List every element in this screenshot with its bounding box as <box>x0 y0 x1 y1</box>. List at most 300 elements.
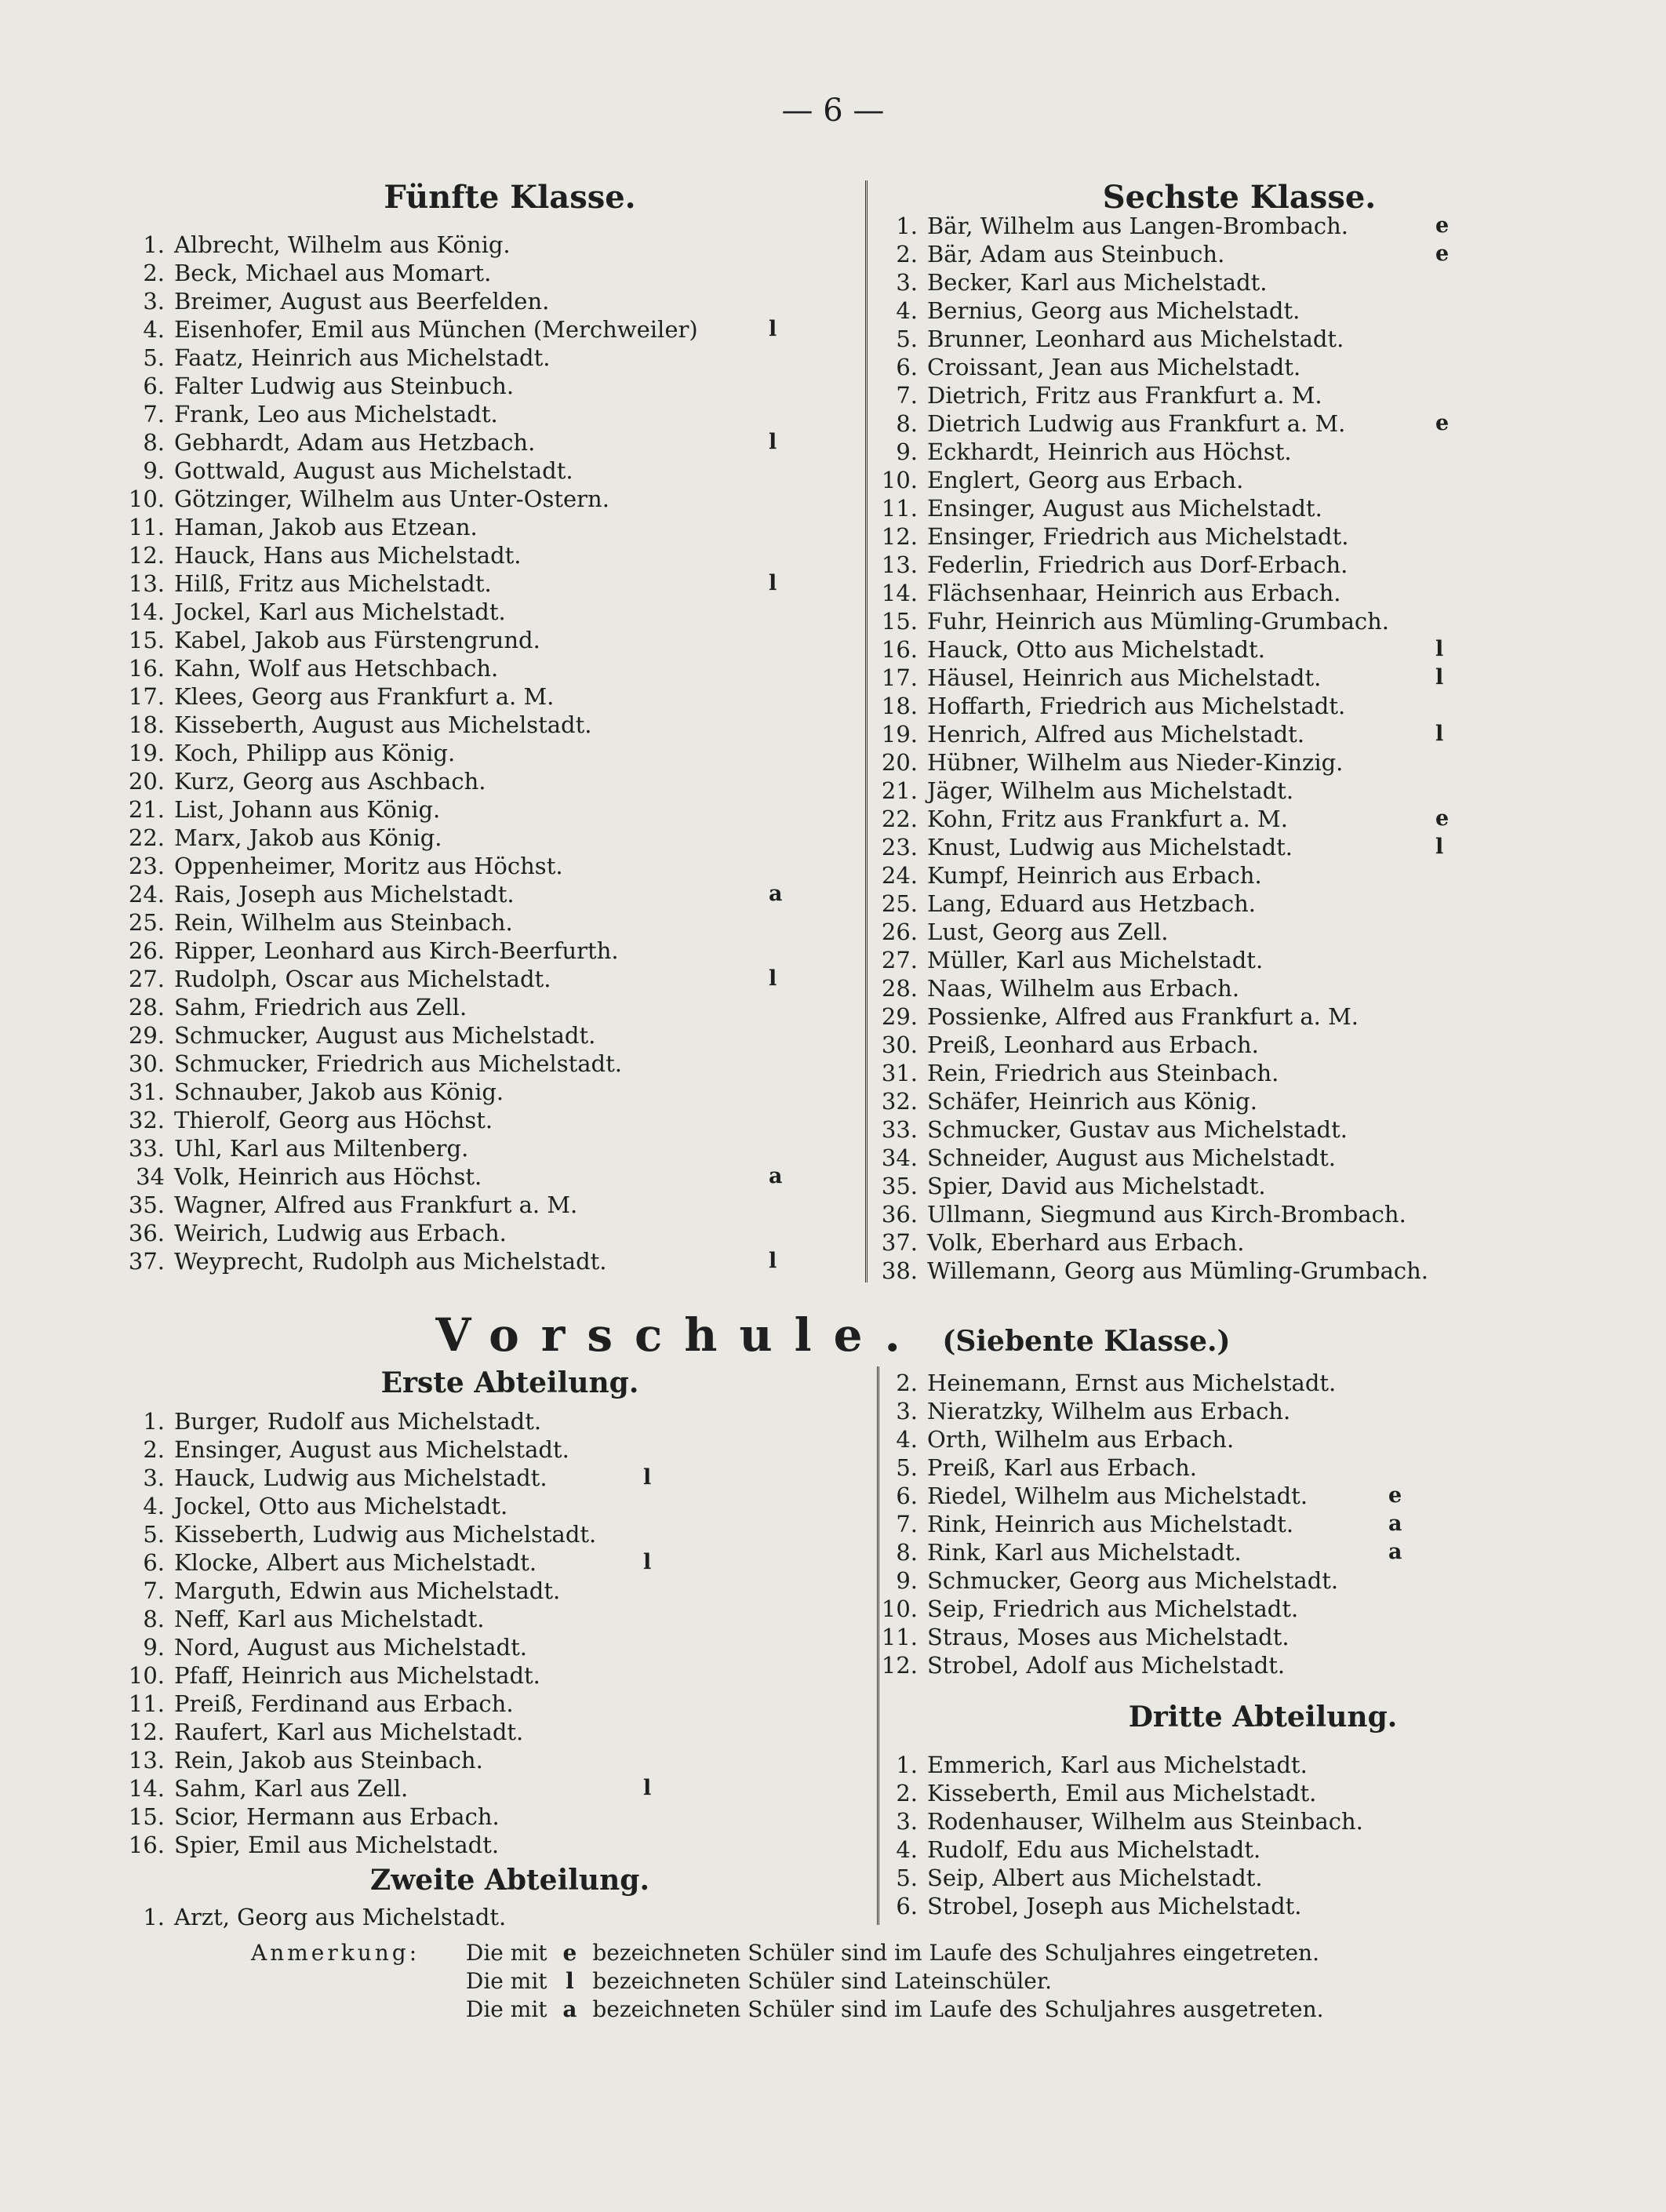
item-text: Kisseberth, Emil aus Michelstadt. <box>927 1780 1317 1806</box>
item-number: 1. <box>896 1752 918 1778</box>
note-pre: Die mit <box>465 1940 547 1966</box>
list-item <box>871 974 1639 1002</box>
status-mark: l <box>769 571 777 595</box>
note-line <box>251 1996 1324 2024</box>
note-key-l: l <box>566 1968 574 1994</box>
item-number: 12. <box>128 1719 165 1745</box>
item-text: Rein, Jakob aus Steinbach. <box>174 1747 483 1774</box>
item-number: 21. <box>881 777 918 804</box>
item-number: 2. <box>896 1780 918 1806</box>
item-text: Rein, Wilhelm aus Steinbach. <box>174 909 513 936</box>
item-text: Dietrich Ludwig aus Frankfurt a. M. <box>927 410 1346 437</box>
item-number: 38. <box>881 1257 918 1284</box>
list-item <box>118 569 863 598</box>
list-item <box>118 1718 863 1746</box>
item-number: 26. <box>881 919 918 945</box>
item-number: 3. <box>896 1808 918 1835</box>
status-mark: l <box>769 317 777 341</box>
item-text: Schmucker, August aus Michelstadt. <box>174 1022 596 1049</box>
list-item <box>871 890 1639 918</box>
list-item <box>871 1623 1639 1651</box>
list-zweite-abteilung-right <box>871 1369 1639 1679</box>
item-number: 9. <box>143 457 165 484</box>
item-number: 4. <box>143 316 165 343</box>
list-item <box>871 240 1639 268</box>
list-item <box>871 1425 1639 1453</box>
list-item <box>118 259 863 287</box>
item-number: 28. <box>881 975 918 1002</box>
list-item <box>871 1538 1639 1566</box>
item-text: Albrecht, Wilhelm aus König. <box>174 231 511 258</box>
list-item <box>118 1746 863 1774</box>
heading-sechste-klasse: Sechste Klasse. <box>1102 179 1377 216</box>
item-number: 3. <box>143 288 165 315</box>
item-number: 11. <box>128 514 165 540</box>
item-number: 3. <box>896 1398 918 1424</box>
item-text: Possienke, Alfred aus Frankfurt a. M. <box>927 1003 1359 1030</box>
column-divider-top <box>865 180 868 1282</box>
item-number: 4. <box>143 1493 165 1519</box>
item-text: Schmucker, Gustav aus Michelstadt. <box>927 1116 1348 1143</box>
list-item <box>871 1807 1639 1835</box>
item-text: Hauck, Otto aus Michelstadt. <box>927 636 1265 663</box>
list-item <box>871 861 1639 890</box>
item-number: 27. <box>881 947 918 973</box>
item-text: Orth, Wilhelm aus Erbach. <box>927 1426 1235 1453</box>
status-mark: e <box>1435 806 1450 831</box>
list-item <box>118 1577 863 1605</box>
item-number: 2. <box>896 1370 918 1396</box>
item-number: 10. <box>128 486 165 512</box>
item-number: 19. <box>128 740 165 766</box>
list-item <box>118 1605 863 1633</box>
item-number: 18. <box>128 711 165 738</box>
item-number: 8. <box>896 1539 918 1566</box>
item-text: Kurz, Georg aus Aschbach. <box>174 768 486 795</box>
item-number: 8. <box>896 410 918 437</box>
item-number: 35. <box>128 1191 165 1218</box>
item-number: 8. <box>143 429 165 456</box>
list-item <box>118 1050 863 1078</box>
status-mark: l <box>1435 835 1444 859</box>
item-text: Marx, Jakob aus König. <box>174 824 442 851</box>
item-text: Hilß, Fritz aus Michelstadt. <box>174 570 492 597</box>
list-item <box>871 438 1639 466</box>
item-text: Knust, Ludwig aus Michelstadt. <box>927 834 1293 860</box>
list-item <box>871 1172 1639 1200</box>
item-number: 10. <box>881 467 918 493</box>
list-item <box>871 1087 1639 1115</box>
item-text: Lust, Georg aus Zell. <box>927 919 1169 945</box>
item-text: Müller, Karl aus Michelstadt. <box>927 947 1264 973</box>
item-text: Hübner, Wilhelm aus Nieder-Kinzig. <box>927 749 1344 776</box>
item-number: 9. <box>896 438 918 465</box>
footnote-anmerkung <box>251 1939 1324 2024</box>
item-number: 31. <box>881 1060 918 1086</box>
item-number: 27. <box>128 966 165 992</box>
item-text: Burger, Rudolf aus Michelstadt. <box>174 1408 542 1435</box>
item-text: Hauck, Ludwig aus Michelstadt. <box>174 1464 547 1491</box>
item-text: Raufert, Karl aus Michelstadt. <box>174 1719 524 1745</box>
item-number: 12. <box>881 523 918 550</box>
item-number: 1. <box>143 231 165 258</box>
list-item <box>871 1510 1639 1538</box>
list-item <box>118 1633 863 1661</box>
item-text: Ensinger, Friedrich aus Michelstadt. <box>927 523 1349 550</box>
heading-dritte-abteilung: Dritte Abteilung. <box>1128 1701 1398 1734</box>
item-text: Bär, Adam aus Steinbuch. <box>927 241 1225 267</box>
list-item <box>118 654 863 682</box>
list-item <box>118 1021 863 1050</box>
item-text: Breimer, August aus Beerfelden. <box>174 288 550 315</box>
list-item <box>871 1595 1639 1623</box>
list-item <box>871 1835 1639 1864</box>
list-item <box>871 1482 1639 1510</box>
list-item <box>118 485 863 513</box>
item-number: 7. <box>143 1577 165 1604</box>
list-item <box>871 579 1639 607</box>
item-number: 37. <box>128 1248 165 1275</box>
list-dritte-abteilung <box>871 1751 1639 1920</box>
list-fuenfte-klasse <box>118 231 863 1275</box>
item-text: Ripper, Leonhard aus Kirch-Beerfurth. <box>174 937 619 964</box>
item-number: 15. <box>128 1803 165 1830</box>
item-number: 15. <box>128 627 165 653</box>
list-item <box>871 297 1639 325</box>
list-item <box>118 993 863 1021</box>
list-item <box>118 1191 863 1219</box>
item-text: Oppenheimer, Moritz aus Höchst. <box>174 853 563 879</box>
item-number: 5. <box>896 1454 918 1481</box>
list-item <box>871 494 1639 522</box>
list-item <box>118 1661 863 1690</box>
list-item <box>118 315 863 344</box>
item-text: Arzt, Georg aus Michelstadt. <box>174 1904 507 1930</box>
item-text: Jäger, Wilhelm aus Michelstadt. <box>927 777 1294 804</box>
item-number: 14. <box>881 580 918 606</box>
item-number: 13. <box>128 570 165 597</box>
item-number: 30. <box>128 1050 165 1077</box>
item-text: Wagner, Alfred aus Frankfurt a. M. <box>174 1191 578 1218</box>
item-text: Schneider, August aus Michelstadt. <box>927 1144 1337 1171</box>
list-item <box>871 551 1639 579</box>
page-number: — 6 — <box>781 93 885 129</box>
item-text: Henrich, Alfred aus Michelstadt. <box>927 721 1305 748</box>
item-number: 1. <box>143 1904 165 1930</box>
item-text: Gebhardt, Adam aus Hetzbach. <box>174 429 536 456</box>
list-item <box>118 1831 863 1859</box>
status-mark: e <box>1388 1483 1402 1508</box>
item-text: Nord, August aus Michelstadt. <box>174 1634 527 1661</box>
item-number: 16. <box>128 1832 165 1858</box>
item-text: Jockel, Karl aus Michelstadt. <box>174 598 506 625</box>
list-item <box>871 946 1639 974</box>
item-text: Dietrich, Fritz aus Frankfurt a. M. <box>927 382 1322 409</box>
status-mark: e <box>1435 411 1450 435</box>
item-text: Kabel, Jakob aus Fürstengrund. <box>174 627 540 653</box>
item-text: List, Johann aus König. <box>174 796 441 823</box>
list-item <box>871 522 1639 551</box>
item-text: Willemann, Georg aus Mümling-Grumbach. <box>927 1257 1429 1284</box>
item-number: 6. <box>896 1893 918 1919</box>
list-item <box>871 918 1639 946</box>
list-item <box>118 1407 863 1435</box>
list-item <box>871 607 1639 635</box>
item-number: 6. <box>896 354 918 380</box>
list-item <box>118 1464 863 1492</box>
list-item <box>871 353 1639 381</box>
item-number: 5. <box>143 1521 165 1548</box>
item-text: Uhl, Karl aus Miltenberg. <box>174 1135 469 1162</box>
heading-zweite-abteilung: Zweite Abteilung. <box>370 1864 649 1897</box>
item-text: Straus, Moses aus Michelstadt. <box>927 1624 1290 1650</box>
item-number: 14. <box>128 1775 165 1802</box>
note-line <box>251 1939 1324 1967</box>
list-item <box>118 1219 863 1247</box>
item-text: Preiß, Ferdinand aus Erbach. <box>174 1690 514 1717</box>
item-number: 28. <box>128 994 165 1021</box>
item-text: Frank, Leo aus Michelstadt. <box>174 401 498 427</box>
list-item <box>871 1397 1639 1425</box>
vorschule-title: Vorschule. <box>435 1308 922 1362</box>
item-text: Heinemann, Ernst aus Michelstadt. <box>927 1370 1337 1396</box>
list-item <box>118 372 863 400</box>
status-mark: l <box>1435 665 1444 689</box>
item-number: 18. <box>881 693 918 719</box>
status-mark: e <box>1435 242 1450 266</box>
vorschule-subtitle: (Siebente Klasse.) <box>942 1325 1231 1358</box>
item-text: Weyprecht, Rudolph aus Michelstadt. <box>174 1248 607 1275</box>
status-mark: l <box>769 966 777 991</box>
item-text: Flächsenhaar, Heinrich aus Erbach. <box>927 580 1341 606</box>
item-number: 5. <box>896 1865 918 1891</box>
list-item <box>118 1492 863 1520</box>
list-item <box>118 344 863 372</box>
item-number: 7. <box>896 382 918 409</box>
list-item <box>871 1228 1639 1257</box>
list-item <box>118 711 863 739</box>
item-number: 20. <box>128 768 165 795</box>
note-pre: Die mit <box>465 1968 547 1994</box>
list-item <box>871 1892 1639 1920</box>
list-item <box>871 1566 1639 1595</box>
item-number: 33. <box>881 1116 918 1143</box>
status-mark: a <box>769 1164 783 1188</box>
item-text: Lang, Eduard aus Hetzbach. <box>927 890 1257 917</box>
item-text: Fuhr, Heinrich aus Mümling-Grumbach. <box>927 608 1389 635</box>
list-item <box>871 777 1639 805</box>
list-item <box>118 1774 863 1803</box>
item-text: Spier, Emil aus Michelstadt. <box>174 1832 500 1858</box>
item-number: 1. <box>143 1408 165 1435</box>
item-number: 4. <box>896 297 918 324</box>
item-text: Englert, Georg aus Erbach. <box>927 467 1244 493</box>
item-text: Schnauber, Jakob aus König. <box>174 1079 504 1105</box>
item-number: 22. <box>128 824 165 851</box>
item-number: 32. <box>881 1088 918 1115</box>
item-text: Thierolf, Georg aus Höchst. <box>174 1107 493 1133</box>
item-number: 6. <box>143 373 165 399</box>
list-item <box>871 1115 1639 1144</box>
item-text: Klees, Georg aus Frankfurt a. M. <box>174 683 555 710</box>
item-text: Schmucker, Georg aus Michelstadt. <box>927 1567 1339 1594</box>
item-number: 36. <box>128 1220 165 1246</box>
list-item <box>118 880 863 908</box>
item-number: 1. <box>896 213 918 239</box>
item-text: Marguth, Edwin aus Michelstadt. <box>174 1577 561 1604</box>
item-text: Kahn, Wolf aus Hetschbach. <box>174 655 499 682</box>
item-number: 17. <box>128 683 165 710</box>
list-item <box>118 1548 863 1577</box>
item-text: Spier, David aus Michelstadt. <box>927 1173 1266 1199</box>
item-number: 14. <box>128 598 165 625</box>
list-item <box>871 1031 1639 1059</box>
item-number: 29. <box>881 1003 918 1030</box>
item-number: 25. <box>881 890 918 917</box>
item-number: 2. <box>896 241 918 267</box>
item-text: Naas, Wilhelm aus Erbach. <box>927 975 1240 1002</box>
item-number: 26. <box>128 937 165 964</box>
status-mark: a <box>1388 1540 1402 1564</box>
list-item <box>871 325 1639 353</box>
list-item <box>118 513 863 541</box>
item-text: Kisseberth, Ludwig aus Michelstadt. <box>174 1521 597 1548</box>
item-text: Volk, Heinrich aus Höchst. <box>174 1163 482 1190</box>
item-text: Sahm, Karl aus Zell. <box>174 1775 409 1802</box>
item-number: 2. <box>143 1436 165 1463</box>
status-mark: l <box>643 1776 652 1800</box>
item-text: Hauck, Hans aus Michelstadt. <box>174 542 522 569</box>
item-text: Federlin, Friedrich aus Dorf-Erbach. <box>927 551 1348 578</box>
item-number: 10. <box>128 1662 165 1689</box>
status-mark: l <box>643 1550 652 1574</box>
item-text: Falter Ludwig aus Steinbuch. <box>174 373 515 399</box>
item-number: 10. <box>881 1595 918 1622</box>
item-text: Schmucker, Friedrich aus Michelstadt. <box>174 1050 622 1077</box>
item-number: 22. <box>881 806 918 832</box>
list-item <box>871 1751 1639 1779</box>
note-pre: Die mit <box>465 1996 547 2022</box>
item-number: 25. <box>128 909 165 936</box>
item-text: Strobel, Joseph aus Michelstadt. <box>927 1893 1302 1919</box>
status-mark: l <box>1435 722 1444 746</box>
list-item <box>118 795 863 824</box>
item-text: Rein, Friedrich aus Steinbach. <box>927 1060 1279 1086</box>
list-item <box>118 400 863 428</box>
item-number: 21. <box>128 796 165 823</box>
list-item <box>118 908 863 937</box>
list-item <box>118 1134 863 1162</box>
note-text: bezeichneten Schüler sind im Laufe des Schuljahres ausgetreten. <box>592 1996 1324 2022</box>
item-text: Weirich, Ludwig aus Erbach. <box>174 1220 507 1246</box>
item-text: Brunner, Leonhard aus Michelstadt. <box>927 326 1344 352</box>
note-text: bezeichneten Schüler sind im Laufe des Schuljahres eingetreten. <box>592 1940 1319 1966</box>
list-item <box>118 965 863 993</box>
heading-vorschule <box>0 1308 1666 1362</box>
item-text: Bernius, Georg aus Michelstadt. <box>927 297 1300 324</box>
item-text: Seip, Friedrich aus Michelstadt. <box>927 1595 1299 1622</box>
heading-fuenfte-klasse: Fünfte Klasse. <box>384 179 636 216</box>
list-item <box>118 231 863 259</box>
item-number: 34 <box>136 1163 165 1190</box>
item-text: Häusel, Heinrich aus Michelstadt. <box>927 664 1322 691</box>
item-number: 16. <box>128 655 165 682</box>
item-number: 11. <box>128 1690 165 1717</box>
list-item <box>118 287 863 315</box>
note-text: bezeichneten Schüler sind Lateinschüler. <box>592 1968 1053 1994</box>
list-item <box>118 1803 863 1831</box>
item-text: Rodenhauser, Wilhelm aus Steinbach. <box>927 1808 1363 1835</box>
list-item <box>118 1106 863 1134</box>
item-text: Jockel, Otto aus Michelstadt. <box>174 1493 508 1519</box>
item-number: 11. <box>881 495 918 522</box>
item-text: Rudolph, Oscar aus Michelstadt. <box>174 966 551 992</box>
item-number: 23. <box>128 853 165 879</box>
list-item <box>118 1078 863 1106</box>
list-erste-abteilung <box>118 1407 863 1859</box>
item-text: Haman, Jakob aus Etzean. <box>174 514 478 540</box>
item-number: 32. <box>128 1107 165 1133</box>
item-text: Faatz, Heinrich aus Michelstadt. <box>174 344 551 371</box>
item-text: Sahm, Friedrich aus Zell. <box>174 994 467 1021</box>
status-mark: a <box>769 882 783 906</box>
list-item <box>118 428 863 457</box>
item-number: 11. <box>881 1624 918 1650</box>
item-text: Nieratzky, Wilhelm aus Erbach. <box>927 1398 1291 1424</box>
item-text: Croissant, Jean aus Michelstadt. <box>927 354 1301 380</box>
list-item <box>871 1779 1639 1807</box>
list-zweite-abteilung-left <box>118 1903 863 1931</box>
item-text: Kisseberth, August aus Michelstadt. <box>174 711 592 738</box>
item-number: 8. <box>143 1606 165 1632</box>
item-number: 6. <box>896 1483 918 1509</box>
item-text: Neff, Karl aus Michelstadt. <box>174 1606 485 1632</box>
item-text: Götzinger, Wilhelm aus Unter-Ostern. <box>174 486 609 512</box>
item-number: 24. <box>881 862 918 889</box>
item-text: Preiß, Leonhard aus Erbach. <box>927 1031 1259 1058</box>
list-item <box>871 1144 1639 1172</box>
list-item <box>871 833 1639 861</box>
note-key-e: e <box>562 1940 577 1966</box>
list-item <box>871 664 1639 692</box>
status-mark: l <box>643 1465 652 1490</box>
item-text: Hoffarth, Friedrich aus Michelstadt. <box>927 693 1346 719</box>
status-mark: l <box>769 430 777 454</box>
status-mark: l <box>769 1249 777 1273</box>
item-text: Rais, Joseph aus Michelstadt. <box>174 881 515 908</box>
item-number: 7. <box>143 401 165 427</box>
item-number: 6. <box>143 1549 165 1576</box>
item-text: Scior, Hermann aus Erbach. <box>174 1803 500 1830</box>
list-sechste-klasse <box>871 212 1639 1285</box>
item-number: 37. <box>881 1229 918 1256</box>
list-item <box>871 466 1639 494</box>
item-number: 16. <box>881 636 918 663</box>
list-item <box>118 626 863 654</box>
item-number: 24. <box>128 881 165 908</box>
item-number: 12. <box>128 542 165 569</box>
item-text: Preiß, Karl aus Erbach. <box>927 1454 1198 1481</box>
item-number: 7. <box>896 1511 918 1537</box>
list-item <box>118 1690 863 1718</box>
item-number: 36. <box>881 1201 918 1228</box>
item-text: Becker, Karl aus Michelstadt. <box>927 269 1268 296</box>
item-number: 12. <box>881 1652 918 1679</box>
item-text: Beck, Michael aus Momart. <box>174 260 492 286</box>
item-number: 31. <box>128 1079 165 1105</box>
status-mark: l <box>1435 637 1444 661</box>
item-text: Ensinger, August aus Michelstadt. <box>174 1436 569 1463</box>
